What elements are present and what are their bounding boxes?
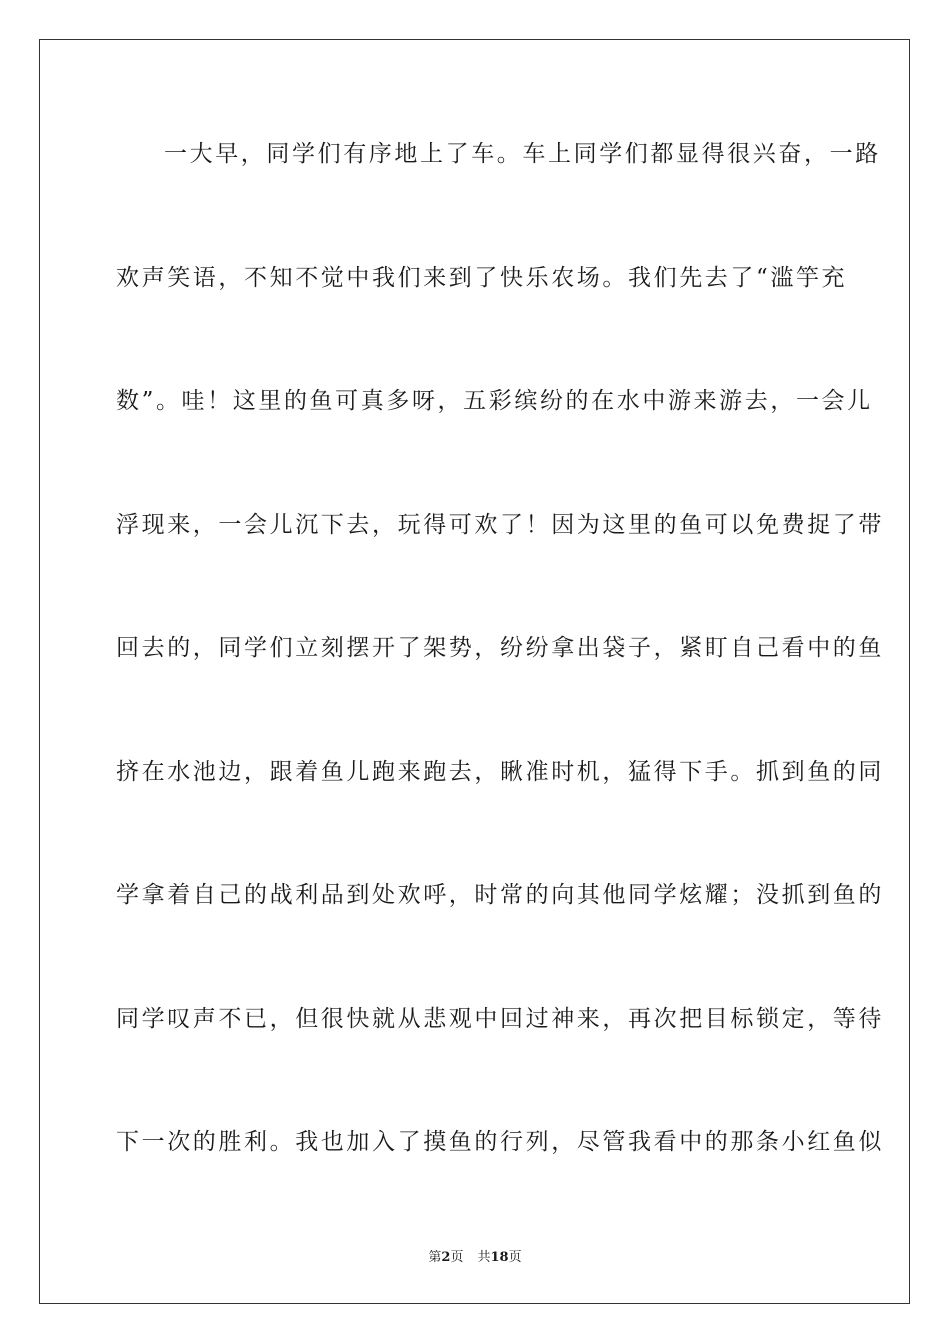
paragraph-line-4: 浮现来，一会儿沉下去，玩得可欢了！因为这里的鱼可以免费捉了带	[116, 511, 884, 538]
total-pages-suffix: 页	[508, 1250, 522, 1265]
paragraph-line-1: 一大早，同学们有序地上了车。车上同学们都显得很兴奋，一路	[164, 141, 881, 167]
current-page-number: 2	[441, 1250, 451, 1265]
paragraph-line-5: 回去的，同学们立刻摆开了架势，纷纷拿出袋子，紧盯自己看中的鱼	[116, 635, 884, 661]
total-page-count: 18	[490, 1250, 509, 1265]
paragraph-line-9: 下一次的胜利。我也加入了摸鱼的行列，尽管我看中的那条小红鱼似	[116, 1129, 884, 1155]
page-number-prefix: 第	[428, 1250, 442, 1265]
paragraph-line-2: 欢声笑语，不知不觉中我们来到了快乐农场。我们先去了“滥竽充	[116, 264, 848, 291]
paragraph-line-3: 数”。哇！这里的鱼可真多呀，五彩缤纷的在水中游来游去，一会儿	[116, 388, 873, 414]
paragraph-line-7: 学拿着自己的战利品到处欢呼，时常的向其他同学炫耀；没抓到鱼的	[116, 882, 884, 908]
paragraph-line-8: 同学叹声不已，但很快就从悲观中回过神来，再次把目标锁定，等待	[116, 1005, 884, 1032]
document-body	[116, 136, 884, 1248]
page-number-suffix: 页	[450, 1250, 464, 1265]
total-pages-prefix: 共	[477, 1250, 491, 1265]
page-footer	[0, 1246, 950, 1265]
paragraph-line-6: 挤在水池边，跟着鱼儿跑来跑去，瞅准时机，猛得下手。抓到鱼的同	[116, 758, 884, 785]
